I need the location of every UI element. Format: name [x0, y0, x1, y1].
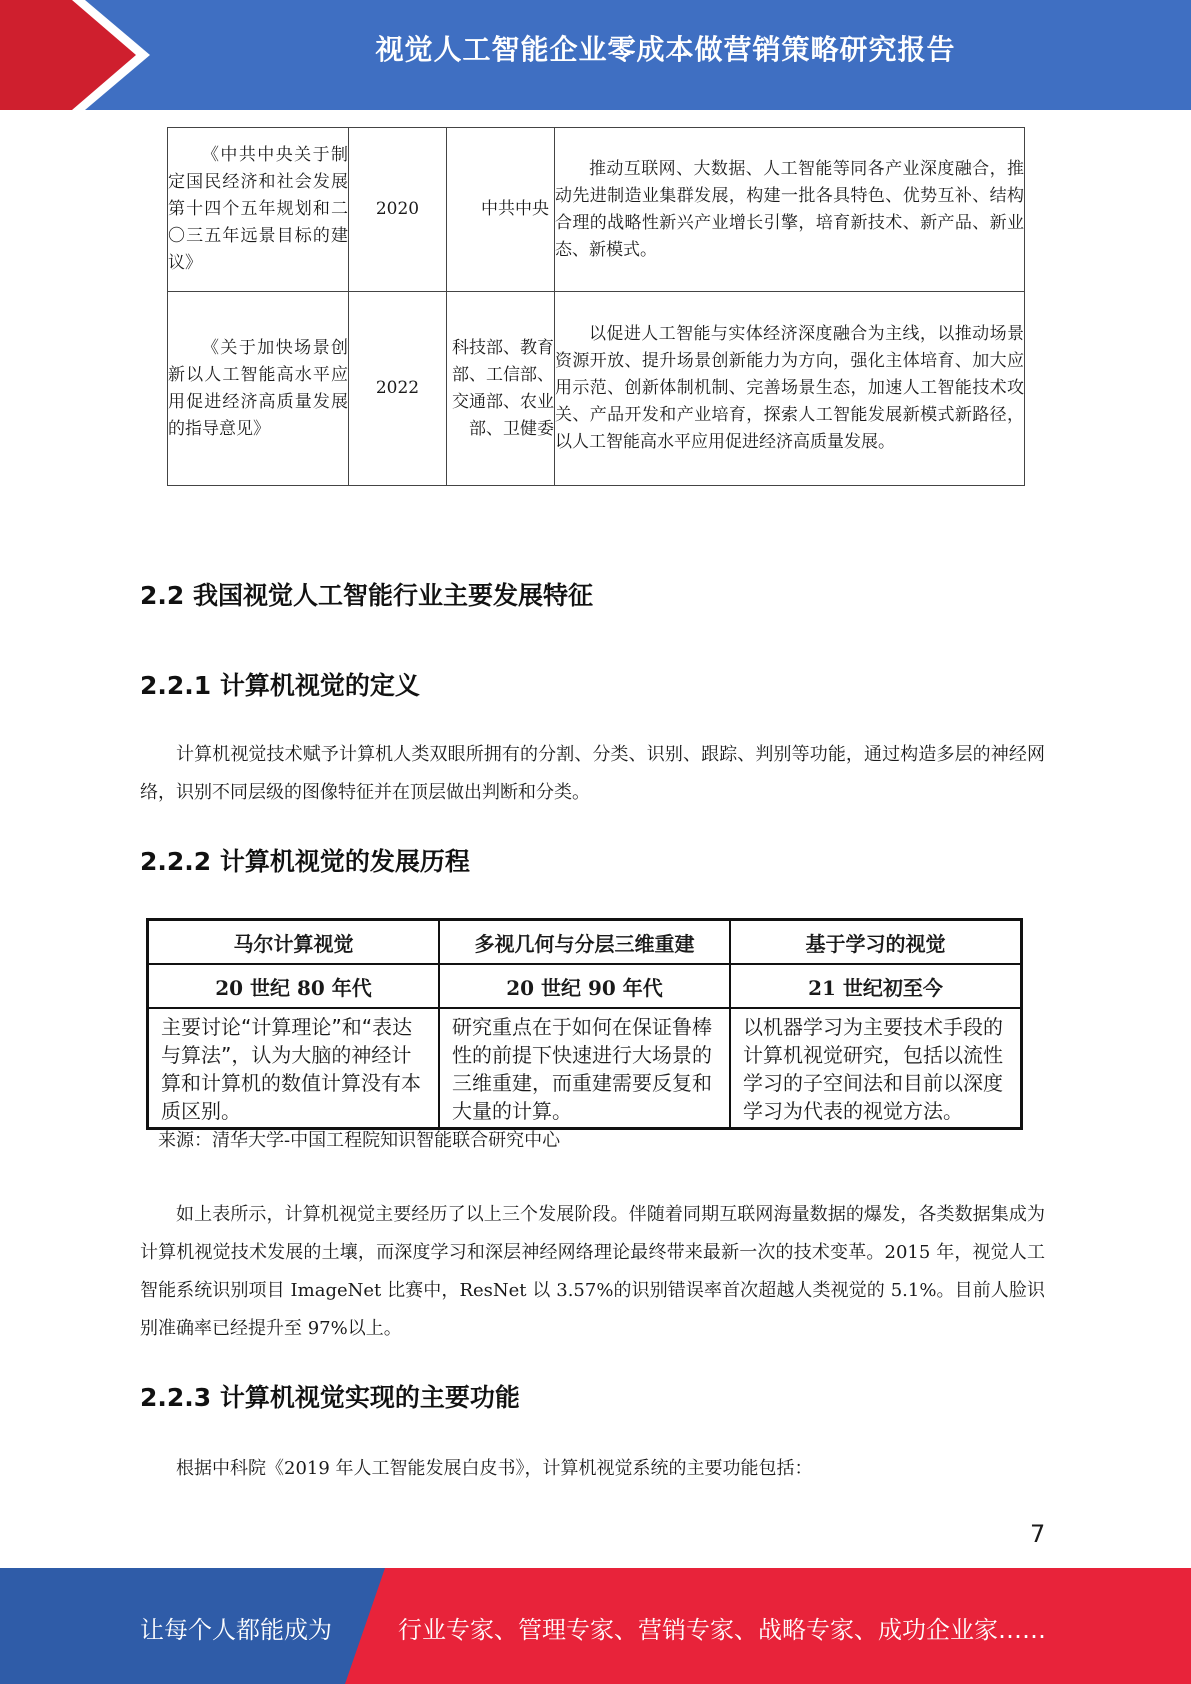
policy-content-cell: 推动互联网、大数据、人工智能等同各产业深度融合，推动先进制造业集群发展，构建一批各具特色、优势互补、结构合理的战略性新兴产业增长引擎，培育新技术、新产品、新业态、新模式。	[555, 128, 1025, 292]
footer-slogan-left: 让每个人都能成为	[140, 1616, 332, 1644]
policy-issuer-cell: 中共中央	[447, 128, 555, 292]
table-row	[168, 128, 1025, 292]
table-row	[168, 292, 1025, 486]
header-arrow-icon	[0, 0, 150, 110]
policy-issuer-cell: 科技部、教育部、工信部、交通部、农业部、卫健委	[447, 292, 555, 486]
section-heading-2-2: 2.2 我国视觉人工智能行业主要发展特征	[140, 581, 593, 610]
development-stages-table	[146, 918, 1023, 1130]
policy-content-cell: 以促进人工智能与实体经济深度融合为主线，以推动场景资源开放、提升场景创新能力为方向，强化主体培育、加大应用示范、创新体制机制、完善场景生态，加速人工智能技术攻关、产品开发和产业培育，探索人工智能发展新模式新路径，以人工智能高水平应用促进经济高质量发展。	[555, 292, 1025, 486]
policy-name-cell: 《中共中央关于制定国民经济和社会发展第十四个五年规划和二〇三五年远景目标的建议》	[168, 128, 349, 292]
stage-era-cell: 21 世纪初至今	[730, 964, 1022, 1008]
development-paragraph: 如上表所示，计算机视觉主要经历了以上三个发展阶段。伴随着同期互联网海量数据的爆发，各类数据集成为计算机视觉技术发展的土壤，而深度学习和深层神经网络理论最终带来最新一次的技术变革。2015 年，视觉人工智能系统识别项目 ImageNet 比赛中，ResNet 以 3.57%的识别错误率首次超越人类视觉的 5.1%。目前人脸识别准确率已经提升至 97%以上。	[140, 1204, 1045, 1339]
stage-era-cell: 20 世纪 80 年代	[148, 964, 440, 1008]
table-row	[148, 920, 1022, 965]
policy-table	[167, 127, 1025, 486]
page-footer	[0, 1568, 1191, 1684]
report-title: 视觉人工智能企业零成本做营销策略研究报告	[375, 33, 956, 66]
policy-name-cell: 《关于加快场景创新以人工智能高水平应用促进经济高质量发展的指导意见》	[168, 292, 349, 486]
policy-year-cell: 2022	[349, 292, 447, 486]
page-number: 7	[1030, 1520, 1046, 1548]
table-row	[148, 964, 1022, 1008]
page-header	[0, 0, 1191, 110]
stage-era-cell: 20 世纪 90 年代	[439, 964, 730, 1008]
stage-description-cell: 主要讨论“计算理论”和“表达与算法”，认为大脑的神经计算和计算机的数值计算没有本质区别。	[148, 1008, 440, 1129]
footer-slogan-right: 行业专家、管理专家、营销专家、战略专家、成功企业家……	[398, 1616, 1046, 1644]
section-heading-2-2-2: 2.2.2 计算机视觉的发展历程	[140, 847, 470, 876]
section-heading-2-2-3: 2.2.3 计算机视觉实现的主要功能	[140, 1383, 520, 1412]
stage-name-cell: 多视几何与分层三维重建	[439, 920, 730, 965]
table-row	[148, 1008, 1022, 1129]
stage-name-cell: 基于学习的视觉	[730, 920, 1022, 965]
stage-name-cell: 马尔计算视觉	[148, 920, 440, 965]
definition-paragraph: 计算机视觉技术赋予计算机人类双眼所拥有的分割、分类、识别、跟踪、判别等功能，通过构造多层的神经网络，识别不同层级的图像特征并在顶层做出判断和分类。	[140, 744, 1045, 803]
stage-description-cell: 研究重点在于如何在保证鲁棒性的前提下快速进行大场景的三维重建，而重建需要反复和大量的计算。	[439, 1008, 730, 1129]
table-source-note: 来源：清华大学-中国工程院知识智能联合研究中心	[158, 1130, 561, 1151]
functions-intro-paragraph: 根据中科院《2019 年人工智能发展白皮书》，计算机视觉系统的主要功能包括：	[176, 1458, 813, 1479]
section-heading-2-2-1: 2.2.1 计算机视觉的定义	[140, 671, 420, 700]
policy-year-cell: 2020	[349, 128, 447, 292]
stage-description-cell: 以机器学习为主要技术手段的计算机视觉研究，包括以流性学习的子空间法和目前以深度学习为代表的视觉方法。	[730, 1008, 1022, 1129]
